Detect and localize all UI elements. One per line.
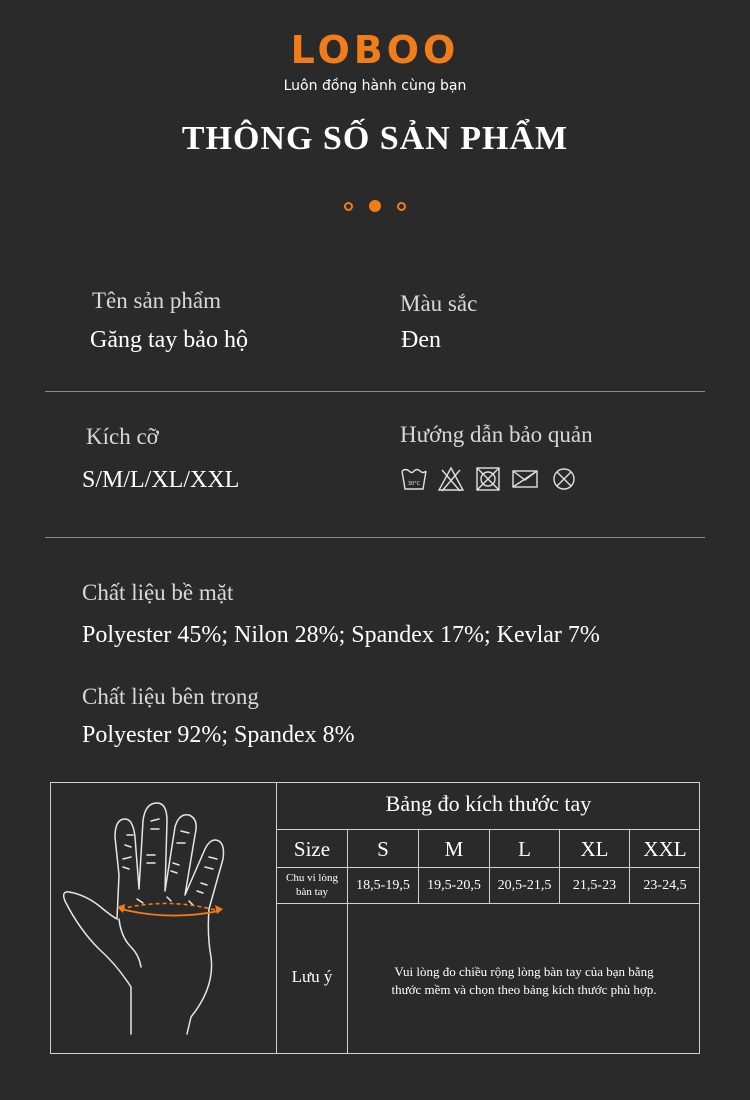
- size-header: Size: [293, 837, 331, 861]
- size-col-header: S: [377, 837, 389, 861]
- no-tumble-dry-icon: [474, 465, 502, 493]
- size-label: Kích cỡ: [86, 424, 159, 449]
- care-icons: [400, 465, 600, 495]
- carousel-dot[interactable]: [397, 202, 406, 211]
- care-label: Hướng dẫn bảo quản: [400, 422, 593, 447]
- circumference-value: 19,5-20,5: [427, 878, 481, 893]
- outer-material-label: Chất liệu bề mặt: [82, 580, 234, 605]
- size-col-header: XXL: [643, 837, 687, 861]
- circumference-label-line: bàn tay: [295, 886, 329, 898]
- size-col-header: M: [444, 837, 464, 861]
- brand-logo: [275, 28, 475, 72]
- note-text-line: Vui lòng đo chiều rộng lòng bàn tay của bạn bằng: [394, 964, 654, 979]
- circumference-label-line: Chu vi lòng: [286, 872, 338, 884]
- wash-30c-icon: [400, 465, 428, 493]
- care-wash-temp: 30°C: [407, 481, 421, 487]
- product-name-label: Tên sản phẩm: [92, 288, 222, 313]
- carousel-dots: [0, 196, 750, 215]
- circumference-value: 18,5-19,5: [356, 878, 410, 893]
- circumference-value: 23-24,5: [643, 878, 687, 893]
- note-label: Lưu ý: [291, 967, 333, 986]
- size-col-header: L: [518, 837, 531, 861]
- circumference-value: 20,5-21,5: [497, 878, 552, 893]
- hand-measure-illustration: [59, 797, 269, 1042]
- no-bleach-icon: [437, 465, 465, 493]
- divider: [45, 391, 705, 392]
- note-text-line: thước mềm và chọn theo bảng kích thước phù hợp.: [391, 982, 657, 997]
- inner-material-label: Chất liệu bên trong: [82, 684, 259, 709]
- brand-tagline: Luôn đồng hành cùng bạn: [283, 78, 467, 94]
- circumference-value: 21,5-23: [572, 878, 617, 893]
- size-chart-title: Bảng đo kích thước tay: [385, 791, 592, 816]
- size-chart-panel: [50, 782, 700, 1054]
- note-text: [348, 963, 700, 999]
- color-value: Đen: [401, 327, 441, 353]
- inner-material-value: Polyester 92%; Spandex 8%: [82, 722, 355, 748]
- page-title: THÔNG SỐ SẢN PHẨM: [181, 120, 569, 157]
- carousel-dot[interactable]: [344, 202, 353, 211]
- product-name-value: Găng tay bảo hộ: [90, 327, 248, 353]
- no-iron-icon: [511, 465, 539, 493]
- divider: [45, 537, 705, 538]
- brand-header: [0, 28, 750, 94]
- size-value: S/M/L/XL/XXL: [82, 467, 240, 493]
- no-dry-clean-icon: [550, 465, 578, 493]
- carousel-dot-active[interactable]: [369, 200, 381, 212]
- brand-logo-text: LOBOO: [290, 28, 460, 72]
- circumference-label: [277, 871, 347, 899]
- size-col-header: XL: [580, 837, 609, 861]
- outer-material-value: Polyester 45%; Nilon 28%; Spandex 17%; Kevlar 7%: [82, 622, 600, 648]
- color-label: Màu sắc: [400, 291, 478, 316]
